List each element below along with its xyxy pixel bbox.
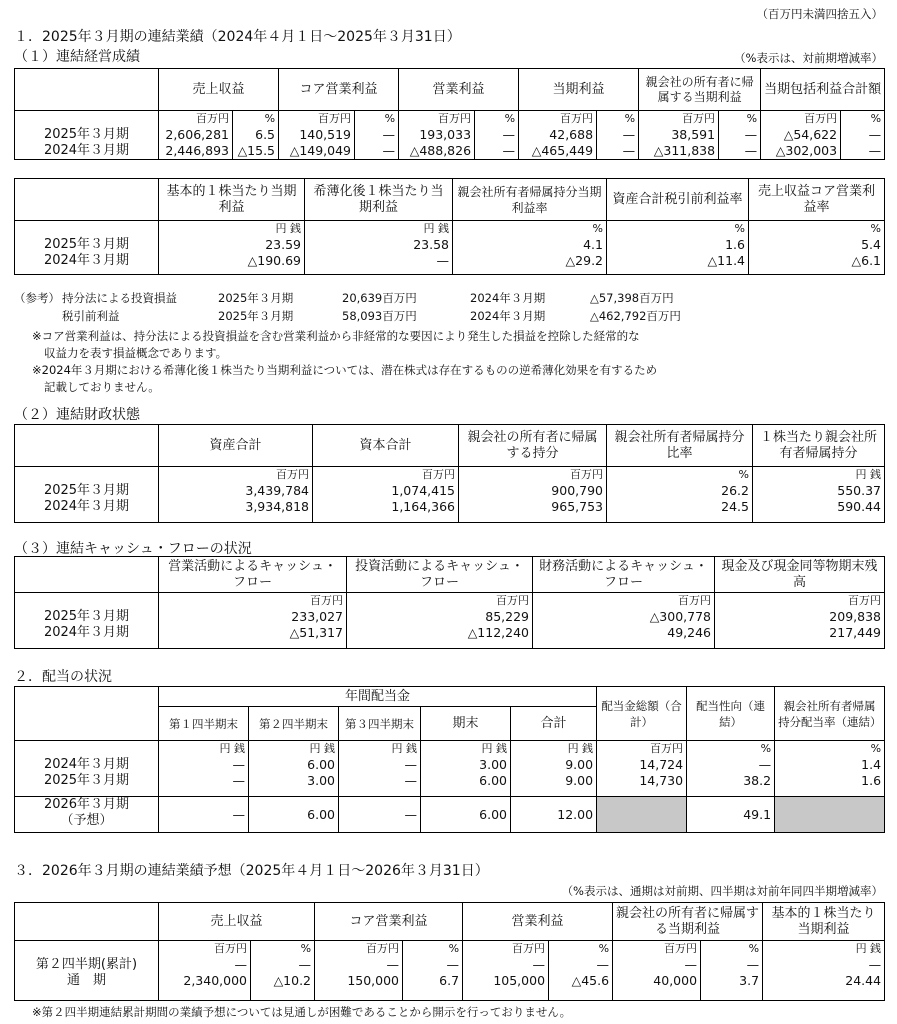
- corner-cell: [15, 69, 159, 111]
- cell: 6.00: [421, 797, 511, 833]
- row-label: 第２四半期(累計): [35, 957, 138, 972]
- cell: % — 38.2: [687, 741, 775, 797]
- corner-cell: [15, 557, 159, 593]
- cell: % — —: [597, 111, 639, 160]
- cell: —: [159, 797, 249, 833]
- section1-sub3-title: （３）連結キャッシュ・フローの状況: [14, 541, 252, 557]
- cell: % 6.5 △15.5: [233, 111, 279, 160]
- note-line: ※2024年３月期における希薄化後１株当たり当期利益については、潜在株式は存在するものの逆希薄化効果を有するため: [32, 363, 658, 377]
- header-bps: １株当たり親会社所有者帰属持分: [753, 425, 885, 467]
- header-core-op-profit: コア営業利益: [279, 69, 399, 111]
- section1-title: １．2025年３月期の連結業績（2024年４月１日～2025年３月31日）: [14, 29, 461, 45]
- note-line: 記載しておりません。: [44, 380, 160, 394]
- row-label: 2024年３月期: [43, 499, 130, 514]
- header-net-profit: 当期利益: [519, 69, 639, 111]
- header-total: 合計: [511, 707, 597, 741]
- ref-value: △462,792百万円: [590, 309, 681, 323]
- cell: 百万円 △54,622 △302,003: [761, 111, 841, 160]
- cell: 百万円 — 2,340,000: [159, 941, 251, 1001]
- row-label: 2025年３月期: [43, 237, 130, 252]
- ref-period: 2025年３月期: [218, 309, 294, 323]
- cell: 百万円 900,790 965,753: [459, 467, 607, 523]
- cell: 百万円 3,439,784 3,934,818: [159, 467, 313, 523]
- note-line: ※コア営業利益は、持分法による投資損益を含む営業利益から非経常的な要因により発生した損益を控除した経常的な: [32, 329, 640, 343]
- cell: 49.1: [687, 797, 775, 833]
- header-basic-eps: 基本的１株当たり当期利益: [159, 179, 305, 221]
- header-total-assets: 資産合計: [159, 425, 313, 467]
- row-labels: [15, 941, 159, 1001]
- section3-title: ３．2026年３月期の連結業績予想（2025年４月１日～2026年３月31日）: [14, 863, 489, 879]
- row-label: 2024年３月期: [43, 253, 130, 268]
- ref-period: 2025年３月期: [218, 291, 294, 305]
- corner-cell: [15, 903, 159, 941]
- financial-position-table: [14, 424, 885, 523]
- header-owner-equity: 親会社の所有者に帰属する持分: [459, 425, 607, 467]
- header-q2: 第２四半期末: [249, 707, 339, 741]
- per-share-table: [14, 178, 885, 275]
- ref-value: 58,093百万円: [342, 309, 417, 323]
- note-line: 収益力を表す損益概念であります。: [44, 346, 228, 360]
- cell: % — △10.2: [251, 941, 315, 1001]
- section2-title: ２．配当の状況: [14, 669, 112, 685]
- cell: 円 銭 — —: [339, 741, 421, 797]
- cell: 円 銭 — —: [159, 741, 249, 797]
- cell: 百万円 140,519 △149,049: [279, 111, 355, 160]
- header-doe: 親会社所有者帰属持分配当率（連結）: [775, 687, 885, 741]
- ref-label-pretax: 税引前利益: [62, 309, 120, 323]
- cell: 円 銭 23.59 △190.69: [159, 221, 305, 275]
- cell: 円 銭 3.00 6.00: [421, 741, 511, 797]
- row-label: 2024年３月期: [43, 625, 130, 640]
- header-investing-cf: 投資活動によるキャッシュ・フロー: [347, 557, 533, 593]
- cell: 円 銭 9.00 9.00: [511, 741, 597, 797]
- row-label: 2025年３月期: [43, 483, 130, 498]
- cell: 百万円 233,027 △51,317: [159, 593, 347, 649]
- cell: % — —: [841, 111, 885, 160]
- header-q3: 第３四半期末: [339, 707, 421, 741]
- cell: 百万円 △300,778 49,246: [533, 593, 715, 649]
- header-op-profit: 営業利益: [399, 69, 519, 111]
- corner-cell: [15, 687, 159, 741]
- cell: 百万円 2,606,281 2,446,893: [159, 111, 233, 160]
- cell: 百万円 42,688 △465,449: [519, 111, 597, 160]
- header-roe: 親会社所有者帰属持分当期利益率: [453, 179, 607, 221]
- unit-note: （百万円未満四捨五入）: [756, 7, 883, 21]
- row-label: 2025年３月期: [43, 127, 130, 142]
- header-owner-profit: 親会社の所有者に帰属する当期利益: [639, 69, 761, 111]
- header-year-end: 期末: [421, 707, 511, 741]
- ref-period: 2024年３月期: [470, 291, 546, 305]
- cell: 百万円 1,074,415 1,164,366: [313, 467, 459, 523]
- header-total-dividend: 配当金総額（合計）: [597, 687, 687, 741]
- header-q1: 第１四半期末: [159, 707, 249, 741]
- ref-prefix: （参考）: [14, 291, 60, 305]
- cell: % — △45.6: [549, 941, 613, 1001]
- blank-cell: [775, 797, 885, 833]
- cell: % 5.4 △6.1: [749, 221, 885, 275]
- row-labels: [15, 741, 159, 797]
- header-basic-eps: 基本的１株当たり当期利益: [763, 903, 885, 941]
- row-labels: [15, 111, 159, 160]
- header-diluted-eps: 希薄化後１株当たり当期利益: [305, 179, 453, 221]
- ref-value: △57,398百万円: [590, 291, 674, 305]
- forecast-footnote: ※第２四半期連結累計期間の業績予想については見通しが困難であることから開示を行っておりません。: [32, 1005, 572, 1019]
- cell: —: [339, 797, 421, 833]
- header-core-margin: 売上収益コア営業利益率: [749, 179, 885, 221]
- header-revenue: 売上収益: [159, 903, 315, 941]
- cell: 百万円 14,724 14,730: [597, 741, 687, 797]
- cell: % — 6.7: [403, 941, 463, 1001]
- header-payout-ratio: 配当性向（連結）: [687, 687, 775, 741]
- header-roa: 資産合計税引前利益率: [607, 179, 749, 221]
- header-total-equity: 資本合計: [313, 425, 459, 467]
- cell: 円 銭 — 24.44: [763, 941, 885, 1001]
- cell: 百万円 — 150,000: [315, 941, 403, 1001]
- operating-results-table: [14, 68, 885, 160]
- cell: % 4.1 △29.2: [453, 221, 607, 275]
- header-financing-cf: 財務活動によるキャッシュ・フロー: [533, 557, 715, 593]
- cell: % — —: [355, 111, 399, 160]
- cell: 円 銭 6.00 3.00: [249, 741, 339, 797]
- forecast-row-label: 2026年３月期 （予想）: [15, 797, 159, 833]
- cash-flow-table: [14, 556, 885, 649]
- row-label: 2025年３月期: [43, 773, 130, 788]
- cell: 百万円 — 105,000: [463, 941, 549, 1001]
- corner-cell: [15, 425, 159, 467]
- cell: 百万円 — 40,000: [613, 941, 701, 1001]
- section1-sub1-title: （１）連結経営成績: [14, 49, 140, 65]
- header-op-profit: 営業利益: [463, 903, 613, 941]
- cell: 12.00: [511, 797, 597, 833]
- row-label: 2024年３月期: [43, 757, 130, 772]
- forecast-pct-note: （%表示は、通期は対前期、四半期は対前年同四半期増減率）: [561, 884, 883, 898]
- section1-sub2-title: （２）連結財政状態: [14, 407, 140, 423]
- header-annual-dividend: 年間配当金: [159, 687, 597, 707]
- row-labels: [15, 593, 159, 649]
- cell: % — —: [719, 111, 761, 160]
- row-labels: [15, 467, 159, 523]
- forecast-table: [14, 902, 885, 1001]
- pct-note: （%表示は、対前期増減率）: [734, 51, 883, 65]
- header-operating-cf: 営業活動によるキャッシュ・フロー: [159, 557, 347, 593]
- ref-period: 2024年３月期: [470, 309, 546, 323]
- cell: 百万円 85,229 △112,240: [347, 593, 533, 649]
- header-revenue: 売上収益: [159, 69, 279, 111]
- cell: 円 銭 23.58 —: [305, 221, 453, 275]
- corner-cell: [15, 179, 159, 221]
- ref-value: 20,639百万円: [342, 291, 417, 305]
- dividend-table: [14, 686, 885, 833]
- ref-label-equity-method: 持分法による投資損益: [62, 291, 177, 305]
- cell: % 1.6 △11.4: [607, 221, 749, 275]
- header-core-op-profit: コア営業利益: [315, 903, 463, 941]
- row-label: 2025年３月期: [43, 609, 130, 624]
- cell: 百万円 209,838 217,449: [715, 593, 885, 649]
- header-equity-ratio: 親会社所有者帰属持分比率: [607, 425, 753, 467]
- cell: 百万円 193,033 △488,826: [399, 111, 475, 160]
- row-labels: [15, 221, 159, 275]
- header-cash-balance: 現金及び現金同等物期末残高: [715, 557, 885, 593]
- cell: 百万円 38,591 △311,838: [639, 111, 719, 160]
- blank-cell: [597, 797, 687, 833]
- row-label: 通 期: [66, 973, 106, 988]
- row-label: 2024年３月期: [43, 143, 130, 158]
- cell: % 26.2 24.5: [607, 467, 753, 523]
- cell: % 1.4 1.6: [775, 741, 885, 797]
- header-owner-profit: 親会社の所有者に帰属する当期利益: [613, 903, 763, 941]
- cell: 6.00: [249, 797, 339, 833]
- header-comprehensive-income: 当期包括利益合計額: [761, 69, 885, 111]
- cell: 円 銭 550.37 590.44: [753, 467, 885, 523]
- cell: % — 3.7: [701, 941, 763, 1001]
- cell: % — —: [475, 111, 519, 160]
